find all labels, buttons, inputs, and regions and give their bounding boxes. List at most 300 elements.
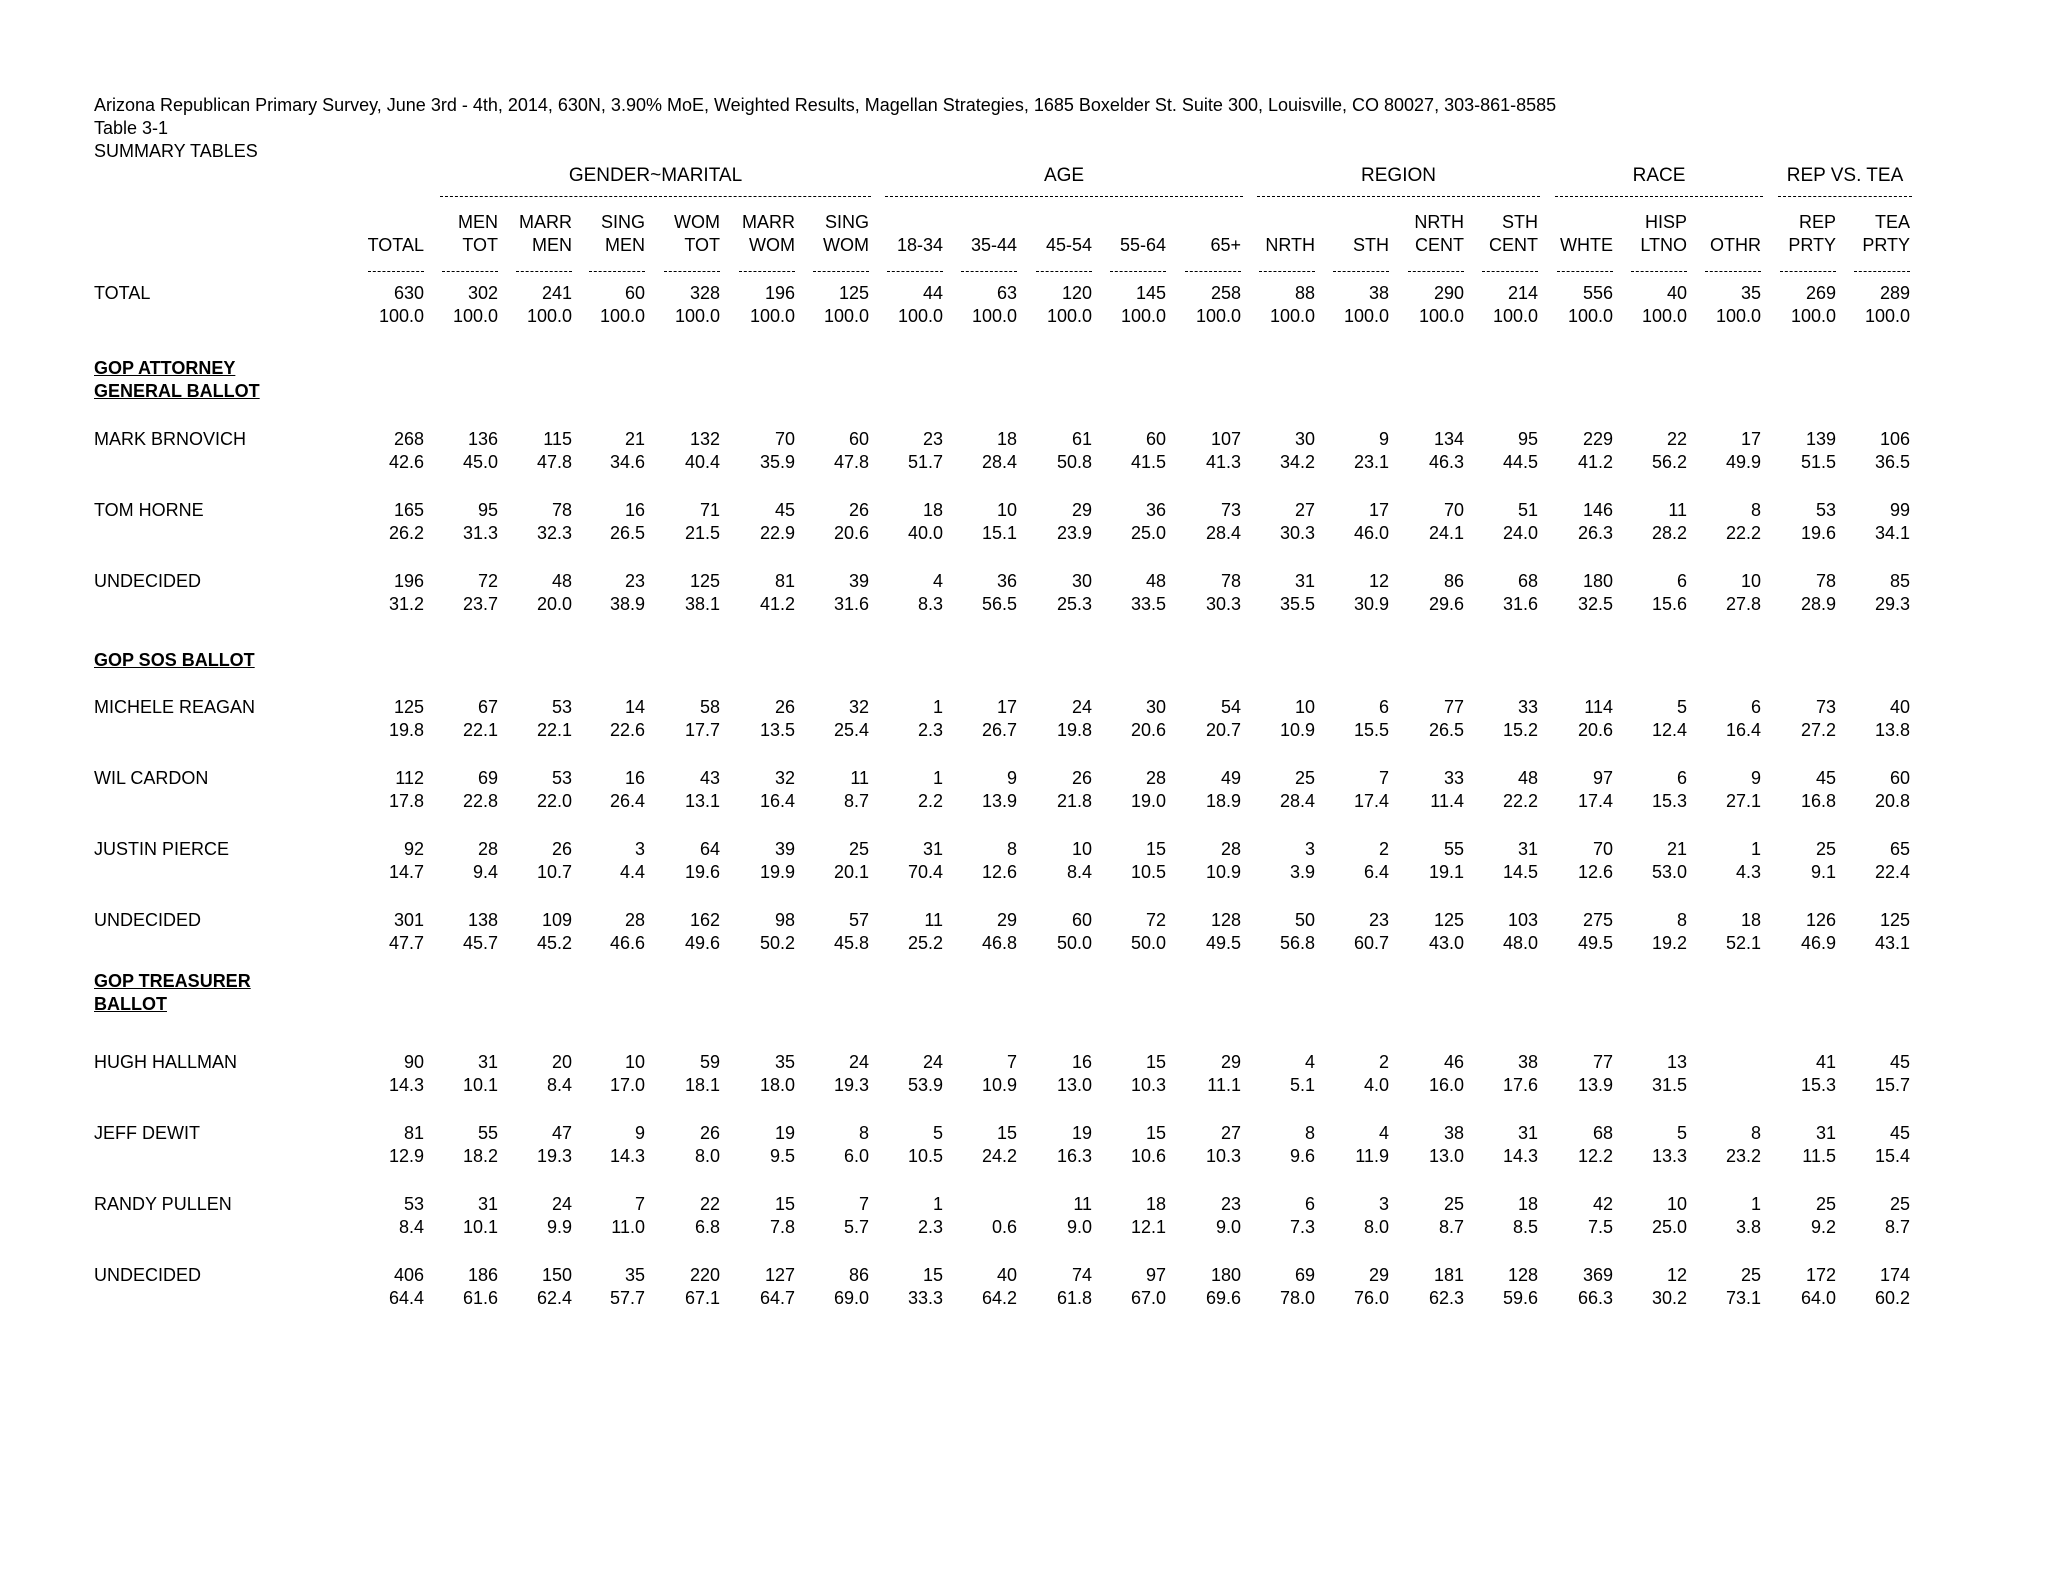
count-cell: 54 <box>1220 697 1241 717</box>
count-cell: 97 <box>1145 1265 1166 1285</box>
count-cell: 146 <box>1582 500 1613 520</box>
percent-cell: 47.7 <box>388 933 424 953</box>
count-cell: 28 <box>1145 768 1166 788</box>
count-cell: 220 <box>689 1265 720 1285</box>
percent-cell: 41.2 <box>759 594 795 614</box>
percent-cell: 8.7 <box>1884 1217 1910 1237</box>
percent-cell: 100.0 <box>823 306 869 326</box>
percent-cell: 22.9 <box>759 523 795 543</box>
percent-cell: 4.3 <box>1735 862 1761 882</box>
count-cell: 103 <box>1507 910 1538 930</box>
percent-cell: 100.0 <box>378 306 424 326</box>
percent-cell: 28.4 <box>1279 791 1315 811</box>
percent-cell: 13.0 <box>1056 1075 1092 1095</box>
percent-cell: 22.6 <box>609 720 645 740</box>
column-underline <box>368 271 424 272</box>
column-group-label: REGION <box>1361 165 1436 186</box>
count-cell: 60 <box>1145 429 1166 449</box>
percent-cell: 22.2 <box>1725 523 1761 543</box>
count-cell: 38 <box>1368 283 1389 303</box>
percent-cell: 17.0 <box>609 1075 645 1095</box>
count-cell: 8 <box>858 1123 869 1143</box>
column-header-line1: SING <box>824 212 869 232</box>
count-cell: 30 <box>1071 571 1092 591</box>
percent-cell: 9.6 <box>1289 1146 1315 1166</box>
count-cell: 115 <box>543 429 572 449</box>
column-header <box>504 211 572 257</box>
percent-cell: 47.8 <box>833 452 869 472</box>
percent-cell: 70.4 <box>907 862 943 882</box>
count-cell: 10 <box>996 500 1017 520</box>
percent-cell: 44.5 <box>1502 452 1538 472</box>
section-heading-line: GOP TREASURER <box>94 971 251 991</box>
count-cell: 126 <box>1805 910 1836 930</box>
count-cell: 25 <box>1294 768 1315 788</box>
column-header-line1 <box>1098 211 1166 234</box>
percent-cell: 30.3 <box>1279 523 1315 543</box>
percent-cell: 10.6 <box>1130 1146 1166 1166</box>
percent-cell: 53.0 <box>1651 862 1687 882</box>
count-cell: 31 <box>1815 1123 1836 1143</box>
column-header-line1 <box>949 211 1017 234</box>
count-cell: 5 <box>1676 697 1687 717</box>
percent-cell: 31.5 <box>1651 1075 1687 1095</box>
count-cell: 25 <box>1443 1194 1464 1214</box>
column-header-line2: 35-44 <box>970 235 1017 255</box>
percent-cell: 32.5 <box>1577 594 1613 614</box>
count-cell: 29 <box>996 910 1017 930</box>
count-cell: 81 <box>774 571 795 591</box>
percent-cell: 100.0 <box>1790 306 1836 326</box>
percent-cell: 23.1 <box>1353 452 1389 472</box>
count-cell: 128 <box>1507 1265 1538 1285</box>
count-cell: 48 <box>551 571 572 591</box>
percent-cell: 24.0 <box>1502 523 1538 543</box>
count-cell: 43 <box>699 768 720 788</box>
count-cell: 53 <box>403 1194 424 1214</box>
count-cell: 16 <box>624 768 645 788</box>
percent-cell: 25.0 <box>1651 1217 1687 1237</box>
count-cell: 35 <box>624 1265 645 1285</box>
column-header-line2: NRTH <box>1265 235 1315 255</box>
group-separator-line <box>1778 196 1912 197</box>
count-cell: 31 <box>477 1052 498 1072</box>
percent-cell: 16.0 <box>1428 1075 1464 1095</box>
count-cell: 4 <box>1378 1123 1389 1143</box>
table-number: Table 3-1 <box>94 118 169 138</box>
column-header <box>1545 211 1613 257</box>
count-cell: 241 <box>541 283 572 303</box>
count-cell: 40 <box>1666 283 1687 303</box>
percent-cell: 57.7 <box>609 1288 645 1308</box>
count-cell: 25 <box>848 839 869 859</box>
column-header-line1 <box>356 211 424 234</box>
column-header <box>949 211 1017 257</box>
count-cell: 9 <box>634 1123 645 1143</box>
column-underline <box>1557 271 1613 272</box>
count-cell: 77 <box>1592 1052 1613 1072</box>
count-cell: 48 <box>1517 768 1538 788</box>
percent-cell: 31.6 <box>1502 594 1538 614</box>
count-cell: 290 <box>1433 283 1464 303</box>
count-cell: 18 <box>996 429 1017 449</box>
count-cell: 70 <box>1443 500 1464 520</box>
count-cell: 16 <box>1071 1052 1092 1072</box>
column-header-line2: PRTY <box>1788 235 1836 255</box>
count-cell: 67 <box>477 697 498 717</box>
count-cell: 78 <box>1220 571 1241 591</box>
count-cell: 3 <box>1378 1194 1389 1214</box>
count-cell: 26 <box>699 1123 720 1143</box>
percent-cell: 20.7 <box>1205 720 1241 740</box>
count-cell: 46 <box>1443 1052 1464 1072</box>
percent-cell: 13.5 <box>759 720 795 740</box>
column-header-line2: LTNO <box>1640 235 1687 255</box>
count-cell: 9 <box>1378 429 1389 449</box>
percent-cell: 15.5 <box>1353 720 1389 740</box>
percent-cell: 23.2 <box>1725 1146 1761 1166</box>
percent-cell: 8.7 <box>843 791 869 811</box>
count-cell: 11 <box>850 768 869 788</box>
column-header-line2: 55-64 <box>1119 235 1166 255</box>
count-cell: 41 <box>1815 1052 1836 1072</box>
count-cell: 24 <box>922 1052 943 1072</box>
count-cell: 9 <box>1006 768 1017 788</box>
count-cell: 180 <box>1582 571 1613 591</box>
percent-cell: 10.1 <box>462 1217 498 1237</box>
percent-cell: 8.7 <box>1438 1217 1464 1237</box>
count-cell: 39 <box>774 839 795 859</box>
row-label: WIL CARDON <box>94 768 209 788</box>
percent-cell: 30.2 <box>1651 1288 1687 1308</box>
row-label: MARK BRNOVICH <box>94 429 247 449</box>
percent-cell: 28.2 <box>1651 523 1687 543</box>
count-cell: 69 <box>477 768 498 788</box>
count-cell: 53 <box>551 697 572 717</box>
column-header-line2: TOT <box>684 235 720 255</box>
percent-cell: 64.4 <box>388 1288 424 1308</box>
percent-cell: 16.4 <box>1725 720 1761 740</box>
count-cell: 269 <box>1805 283 1836 303</box>
percent-cell: 20.8 <box>1874 791 1910 811</box>
count-cell: 125 <box>838 283 869 303</box>
count-cell: 78 <box>551 500 572 520</box>
count-cell: 6 <box>1378 697 1389 717</box>
count-cell: 6 <box>1304 1194 1315 1214</box>
percent-cell: 19.8 <box>388 720 424 740</box>
count-cell: 72 <box>477 571 498 591</box>
count-cell: 88 <box>1294 283 1315 303</box>
count-cell: 33 <box>1443 768 1464 788</box>
percent-cell: 64.0 <box>1800 1288 1836 1308</box>
percent-cell: 45.2 <box>536 933 572 953</box>
count-cell: 3 <box>1304 839 1315 859</box>
percent-cell: 59.6 <box>1502 1288 1538 1308</box>
column-header-line1 <box>1024 211 1092 234</box>
percent-cell: 11.1 <box>1207 1075 1241 1095</box>
percent-cell: 32.3 <box>536 523 572 543</box>
percent-cell: 12.2 <box>1577 1146 1613 1166</box>
percent-cell: 69.6 <box>1205 1288 1241 1308</box>
percent-cell: 13.9 <box>1577 1075 1613 1095</box>
count-cell: 18 <box>1145 1194 1166 1214</box>
percent-cell: 0.6 <box>991 1217 1017 1237</box>
count-cell: 60 <box>624 283 645 303</box>
percent-cell: 20.1 <box>833 862 869 882</box>
count-cell: 27 <box>1294 500 1315 520</box>
column-underline <box>1036 271 1092 272</box>
percent-cell: 13.9 <box>981 791 1017 811</box>
count-cell: 25 <box>1889 1194 1910 1214</box>
column-underline <box>961 271 1017 272</box>
percent-cell: 56.2 <box>1651 452 1687 472</box>
percent-cell: 29.6 <box>1428 594 1464 614</box>
percent-cell: 17.6 <box>1502 1075 1538 1095</box>
percent-cell: 49.5 <box>1577 933 1613 953</box>
count-cell: 23 <box>1368 910 1389 930</box>
percent-cell: 8.0 <box>1363 1217 1389 1237</box>
percent-cell: 19.1 <box>1428 862 1464 882</box>
percent-cell: 9.1 <box>1810 862 1836 882</box>
row-label: TOM HORNE <box>94 500 204 520</box>
count-cell: 25 <box>1815 1194 1836 1214</box>
percent-cell: 100.0 <box>1418 306 1464 326</box>
count-cell: 10 <box>624 1052 645 1072</box>
percent-cell: 50.2 <box>759 933 795 953</box>
column-header <box>356 211 424 257</box>
percent-cell: 2.3 <box>917 720 943 740</box>
column-underline <box>1780 271 1836 272</box>
count-cell: 23 <box>1220 1194 1241 1214</box>
count-cell: 68 <box>1592 1123 1613 1143</box>
count-cell: 44 <box>922 283 943 303</box>
section-heading <box>94 649 255 672</box>
count-cell: 68 <box>1517 571 1538 591</box>
percent-cell: 46.3 <box>1428 452 1464 472</box>
count-cell: 7 <box>1378 768 1389 788</box>
column-header <box>875 211 943 257</box>
count-cell: 172 <box>1805 1265 1836 1285</box>
column-underline <box>589 271 645 272</box>
percent-cell: 9.0 <box>1215 1217 1241 1237</box>
count-cell: 77 <box>1443 697 1464 717</box>
column-header-line1: NRTH <box>1414 212 1464 232</box>
percent-cell: 8.3 <box>917 594 943 614</box>
column-header-line2: 18-34 <box>896 235 943 255</box>
percent-cell: 64.2 <box>981 1288 1017 1308</box>
count-cell: 302 <box>467 283 498 303</box>
row-label: MICHELE REAGAN <box>94 697 256 717</box>
column-header <box>1024 211 1092 257</box>
percent-cell: 23.9 <box>1056 523 1092 543</box>
percent-cell: 24.1 <box>1428 523 1464 543</box>
count-cell: 11 <box>1668 500 1687 520</box>
count-cell: 22 <box>699 1194 720 1214</box>
column-underline <box>887 271 943 272</box>
count-cell: 17 <box>1740 429 1761 449</box>
percent-cell: 22.1 <box>536 720 572 740</box>
percent-cell: 25.2 <box>907 933 943 953</box>
percent-cell: 60.2 <box>1874 1288 1910 1308</box>
percent-cell: 13.1 <box>684 791 720 811</box>
count-cell: 186 <box>467 1265 498 1285</box>
count-cell: 28 <box>1220 839 1241 859</box>
percent-cell: 8.4 <box>546 1075 572 1095</box>
percent-cell: 27.8 <box>1725 594 1761 614</box>
percent-cell: 26.3 <box>1577 523 1613 543</box>
column-header-line2: STH <box>1353 235 1389 255</box>
count-cell: 268 <box>393 429 424 449</box>
count-cell: 556 <box>1582 283 1613 303</box>
percent-cell: 12.1 <box>1130 1217 1166 1237</box>
percent-cell: 13.3 <box>1651 1146 1687 1166</box>
section-heading-line: GOP ATTORNEY <box>94 358 236 378</box>
percent-cell: 34.6 <box>609 452 645 472</box>
column-header-line2: 45-54 <box>1045 235 1092 255</box>
column-header-line2: PRTY <box>1862 235 1910 255</box>
column-header-line1 <box>1693 211 1761 234</box>
count-cell: 51 <box>1517 500 1538 520</box>
row-label: JEFF DEWIT <box>94 1123 200 1143</box>
percent-cell: 14.3 <box>1502 1146 1538 1166</box>
percent-cell: 60.7 <box>1353 933 1389 953</box>
percent-cell: 10.9 <box>1279 720 1315 740</box>
count-cell: 55 <box>1443 839 1464 859</box>
count-cell: 181 <box>1433 1265 1464 1285</box>
percent-cell: 10.9 <box>981 1075 1017 1095</box>
percent-cell: 10.5 <box>907 1146 943 1166</box>
column-header-line1 <box>1545 211 1613 234</box>
count-cell: 120 <box>1061 283 1092 303</box>
percent-cell: 12.6 <box>1577 862 1613 882</box>
percent-cell: 21.5 <box>684 523 720 543</box>
percent-cell: 4.4 <box>619 862 645 882</box>
count-cell: 95 <box>1517 429 1538 449</box>
percent-cell: 62.4 <box>536 1288 572 1308</box>
percent-cell: 26.4 <box>609 791 645 811</box>
row-label: RANDY PULLEN <box>94 1194 232 1214</box>
count-cell: 33 <box>1517 697 1538 717</box>
percent-cell: 100.0 <box>1641 306 1687 326</box>
percent-cell: 33.5 <box>1130 594 1166 614</box>
percent-cell: 30.3 <box>1205 594 1241 614</box>
percent-cell: 18.9 <box>1205 791 1241 811</box>
percent-cell: 41.3 <box>1205 452 1241 472</box>
count-cell: 27 <box>1220 1123 1241 1143</box>
percent-cell: 67.0 <box>1130 1288 1166 1308</box>
count-cell: 30 <box>1145 697 1166 717</box>
percent-cell: 31.6 <box>833 594 869 614</box>
percent-cell: 8.5 <box>1512 1217 1538 1237</box>
column-header-line1: HISP <box>1644 212 1687 232</box>
percent-cell: 76.0 <box>1353 1288 1389 1308</box>
percent-cell: 50.0 <box>1056 933 1092 953</box>
percent-cell: 19.9 <box>759 862 795 882</box>
percent-cell: 6.8 <box>694 1217 720 1237</box>
table-subtitle: SUMMARY TABLES <box>94 141 258 161</box>
percent-cell: 50.8 <box>1056 452 1092 472</box>
percent-cell: 66.3 <box>1577 1288 1613 1308</box>
count-cell: 16 <box>624 500 645 520</box>
count-cell: 369 <box>1582 1265 1613 1285</box>
count-cell: 90 <box>403 1052 424 1072</box>
count-cell: 6 <box>1750 697 1761 717</box>
percent-cell: 14.3 <box>388 1075 424 1095</box>
percent-cell: 38.9 <box>609 594 645 614</box>
percent-cell: 10.7 <box>536 862 572 882</box>
count-cell: 65 <box>1889 839 1910 859</box>
count-cell: 328 <box>689 283 720 303</box>
column-underline <box>739 271 795 272</box>
percent-cell: 12.9 <box>388 1146 424 1166</box>
count-cell: 20 <box>551 1052 572 1072</box>
count-cell: 138 <box>467 910 498 930</box>
count-cell: 55 <box>477 1123 498 1143</box>
section-heading-line: GOP SOS BALLOT <box>94 650 255 670</box>
percent-cell: 22.2 <box>1502 791 1538 811</box>
count-cell: 165 <box>393 500 424 520</box>
count-cell: 26 <box>1071 768 1092 788</box>
count-cell: 5 <box>932 1123 943 1143</box>
count-cell: 1 <box>932 697 943 717</box>
percent-cell: 9.5 <box>769 1146 795 1166</box>
percent-cell: 25.3 <box>1056 594 1092 614</box>
percent-cell: 8.4 <box>398 1217 424 1237</box>
percent-cell: 51.5 <box>1800 452 1836 472</box>
count-cell: 21 <box>624 429 645 449</box>
percent-cell: 43.1 <box>1874 933 1910 953</box>
count-cell: 8 <box>1676 910 1687 930</box>
count-cell: 229 <box>1582 429 1613 449</box>
count-cell: 106 <box>1879 429 1910 449</box>
column-underline <box>1631 271 1687 272</box>
column-header <box>1173 211 1241 257</box>
row-label: HUGH HALLMAN <box>94 1052 238 1072</box>
count-cell: 15 <box>922 1265 943 1285</box>
count-cell: 78 <box>1815 571 1836 591</box>
count-cell: 69 <box>1294 1265 1315 1285</box>
percent-cell: 29.3 <box>1874 594 1910 614</box>
percent-cell: 100.0 <box>971 306 1017 326</box>
percent-cell: 19.8 <box>1056 720 1092 740</box>
percent-cell: 28.4 <box>981 452 1017 472</box>
percent-cell: 6.4 <box>1363 862 1389 882</box>
percent-cell: 61.6 <box>462 1288 498 1308</box>
count-cell: 136 <box>467 429 498 449</box>
row-label: TOTAL <box>94 283 151 303</box>
percent-cell: 49.9 <box>1725 452 1761 472</box>
percent-cell: 46.0 <box>1353 523 1389 543</box>
percent-cell: 15.3 <box>1800 1075 1836 1095</box>
percent-cell: 78.0 <box>1279 1288 1315 1308</box>
percent-cell: 26.2 <box>388 523 424 543</box>
percent-cell: 100.0 <box>1343 306 1389 326</box>
percent-cell: 52.1 <box>1725 933 1761 953</box>
percent-cell: 7.8 <box>769 1217 795 1237</box>
count-cell: 61 <box>1071 429 1092 449</box>
count-cell: 3 <box>634 839 645 859</box>
group-separator-line <box>1555 196 1763 197</box>
count-cell: 36 <box>1145 500 1166 520</box>
count-cell: 125 <box>393 697 424 717</box>
percent-cell: 16.4 <box>759 791 795 811</box>
column-header-line1 <box>1321 211 1389 234</box>
percent-cell: 11.5 <box>1802 1146 1836 1166</box>
percent-cell: 100.0 <box>1864 306 1910 326</box>
column-underline <box>1408 271 1464 272</box>
column-underline <box>664 271 720 272</box>
percent-cell: 12.6 <box>981 862 1017 882</box>
